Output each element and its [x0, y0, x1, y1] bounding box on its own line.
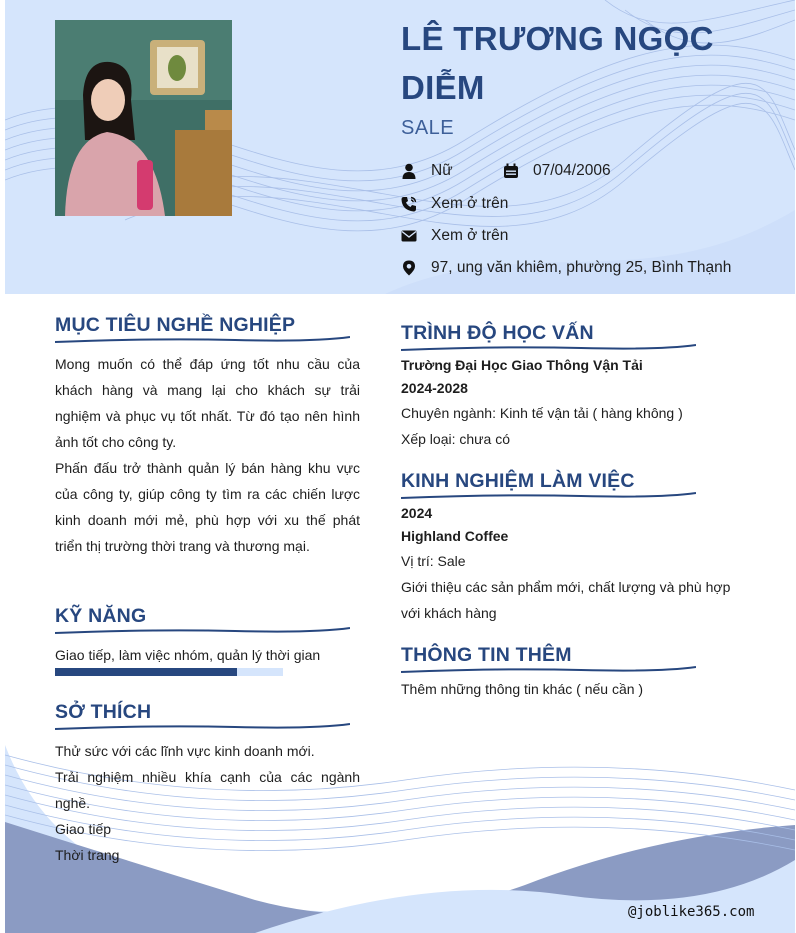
education-major: Chuyên ngành: Kinh tế vận tải ( hàng không ) — [401, 405, 683, 421]
address-value: 97, ung văn khiêm, phường 25, Bình Thạnh — [431, 259, 732, 276]
hobbies-title: SỞ THÍCH — [55, 701, 152, 723]
candidate-name: LÊ TRƯƠNG NGỌC DIỄM — [401, 20, 714, 106]
objective-paragraph-1: Mong muốn có thể đáp ứng tốt nhu cầu của khách hàng và mang lại cho khách sự trải nghiệm và phục vụ tốt nhất. Từ đó tạo nên hình ảnh tốt cho công ty. — [55, 356, 360, 450]
email-row — [401, 225, 508, 247]
calendar-icon — [503, 163, 519, 179]
candidate-role: SALE — [401, 117, 455, 139]
education-title: TRÌNH ĐỘ HỌC VẤN — [401, 322, 594, 344]
email-value: Xem ở trên — [431, 227, 509, 244]
experience-description: Giới thiệu các sản phẩm mới, chất lượng và phù hợp với khách hàng — [401, 579, 731, 621]
phone-value: Xem ở trên — [431, 195, 509, 212]
hobby-item-1: Thử sức với các lĩnh vực kinh doanh mới. — [55, 743, 315, 759]
experience-underline — [401, 490, 696, 502]
hobby-item-2: Trải nghiệm nhiều khía cạnh của các ngành nghề. — [55, 769, 360, 811]
user-icon — [401, 163, 417, 179]
skill-level-fill — [55, 668, 237, 676]
extra-text: Thêm những thông tin khác ( nếu cần ) — [401, 681, 644, 697]
education-underline — [401, 342, 696, 354]
experience-year: 2024 — [401, 505, 433, 521]
birthdate-row — [503, 160, 611, 182]
education-period: 2024-2028 — [401, 380, 468, 396]
phone-icon — [401, 196, 417, 212]
skill-level-bar — [55, 668, 283, 676]
skills-underline — [55, 625, 350, 637]
cv-page — [5, 0, 795, 933]
birthdate-value: 07/04/2006 — [533, 162, 611, 179]
extra-title: THÔNG TIN THÊM — [401, 644, 572, 666]
map-pin-icon — [401, 260, 417, 276]
footer-wave-decoration — [5, 700, 795, 933]
hobby-item-4: Thời trang — [55, 847, 120, 863]
envelope-icon — [401, 228, 417, 244]
skill-item-label: Giao tiếp, làm việc nhóm, quản lý thời gian — [55, 647, 321, 663]
hobby-item-3: Giao tiếp — [55, 821, 112, 837]
objective-paragraph-2: Phấn đấu trở thành quản lý bán hàng khu vực của công ty, giúp công ty tìm ra các chiến lược kinh doanh mới mẻ, phù hợp với xu thế phát triển thị trường thời trang và thương mại. — [55, 460, 360, 554]
experience-title: KINH NGHIỆM LÀM VIỆC — [401, 470, 635, 492]
phone-row — [401, 193, 508, 215]
experience-position: Vị trí: Sale — [401, 553, 466, 569]
objective-underline — [55, 334, 350, 346]
address-row — [401, 257, 731, 279]
education-school: Trường Đại Học Giao Thông Vận Tải — [401, 357, 643, 373]
education-rank: Xếp loại: chưa có — [401, 431, 510, 447]
skills-title: KỸ NĂNG — [55, 605, 147, 627]
experience-company: Highland Coffee — [401, 528, 509, 544]
extra-underline — [401, 664, 696, 676]
gender-value: Nữ — [431, 162, 453, 179]
watermark: @joblike365.com — [628, 904, 755, 920]
objective-title: MỤC TIÊU NGHỀ NGHIỆP — [55, 314, 296, 336]
profile-photo — [55, 20, 232, 216]
gender-row — [401, 160, 453, 182]
